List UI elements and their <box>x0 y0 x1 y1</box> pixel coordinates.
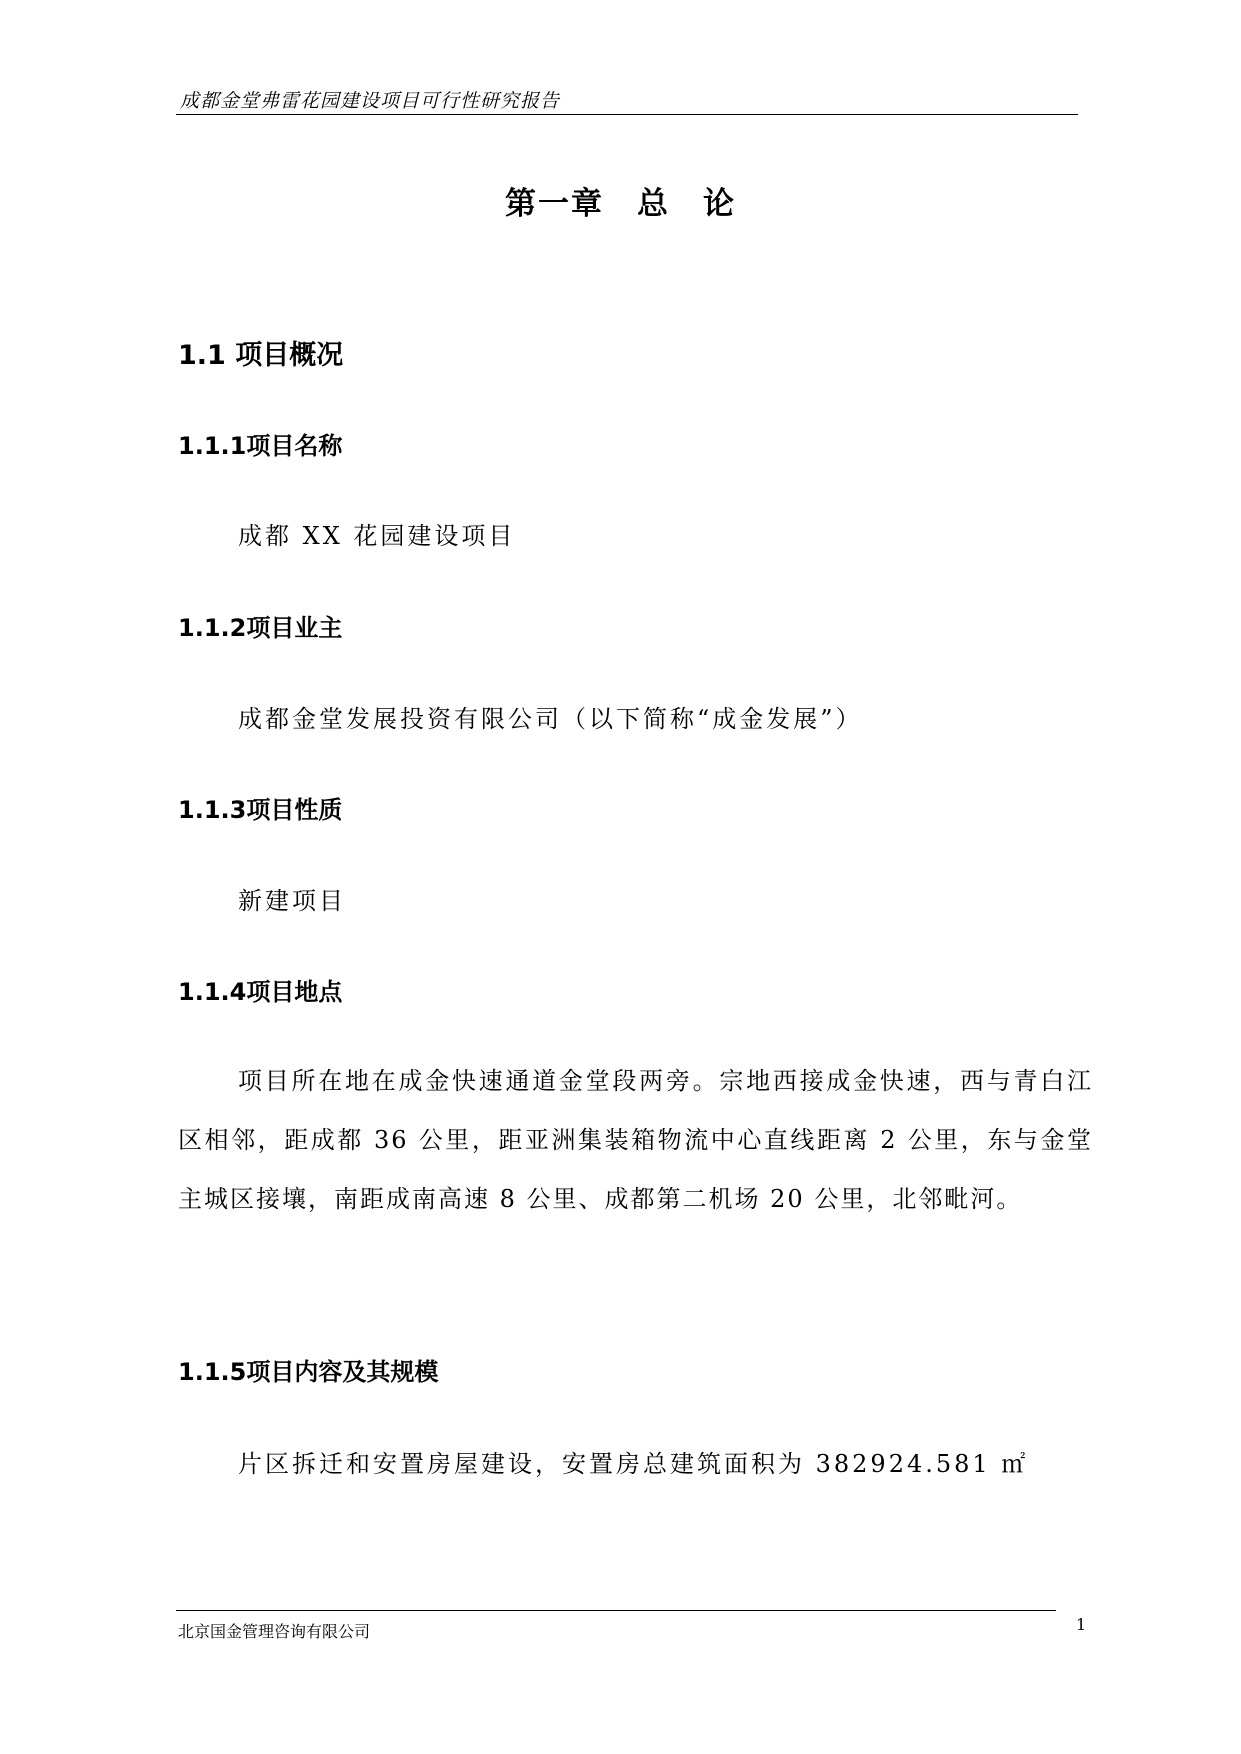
section-heading: 1.1 项目概况 <box>178 340 344 371</box>
project-owner-text: 成都金堂发展投资有限公司（以下简称“成金发展”） <box>238 705 863 733</box>
page-header <box>176 86 1078 115</box>
page-number: 1 <box>1076 1615 1087 1634</box>
project-nature-text: 新建项目 <box>238 887 346 915</box>
header-title: 成都金堂弗雷花园建设项目可行性研究报告 <box>180 90 561 112</box>
chapter-title: 第一章 总 论 <box>505 186 736 222</box>
project-location-text: 项目所在地在成金快速通道金堂段两旁。宗地西接成金快速，西与青白江区相邻，距成都 36 公里，距亚洲集装箱物流中心直线距离 2 公里，东与金堂主城区接壤，南距成南高速 8 公里、成都第二机场 20 公里，北邻毗河。 <box>178 1067 1093 1213</box>
subsection-heading-nature: 1.1.3项目性质 <box>178 796 343 824</box>
project-name-text: 成都 XX 花园建设项目 <box>238 522 516 550</box>
page-footer <box>176 1610 1056 1641</box>
project-scope-text: 片区拆迁和安置房屋建设，安置房总建筑面积为 382924.581 ㎡ <box>238 1450 1029 1478</box>
subsection-heading-location: 1.1.4项目地点 <box>178 978 343 1006</box>
footer-company: 北京国金管理咨询有限公司 <box>178 1622 371 1641</box>
subsection-heading-scope: 1.1.5项目内容及其规模 <box>178 1358 439 1386</box>
subsection-heading-owner: 1.1.2项目业主 <box>178 614 343 642</box>
subsection-heading-name: 1.1.1项目名称 <box>178 432 343 460</box>
